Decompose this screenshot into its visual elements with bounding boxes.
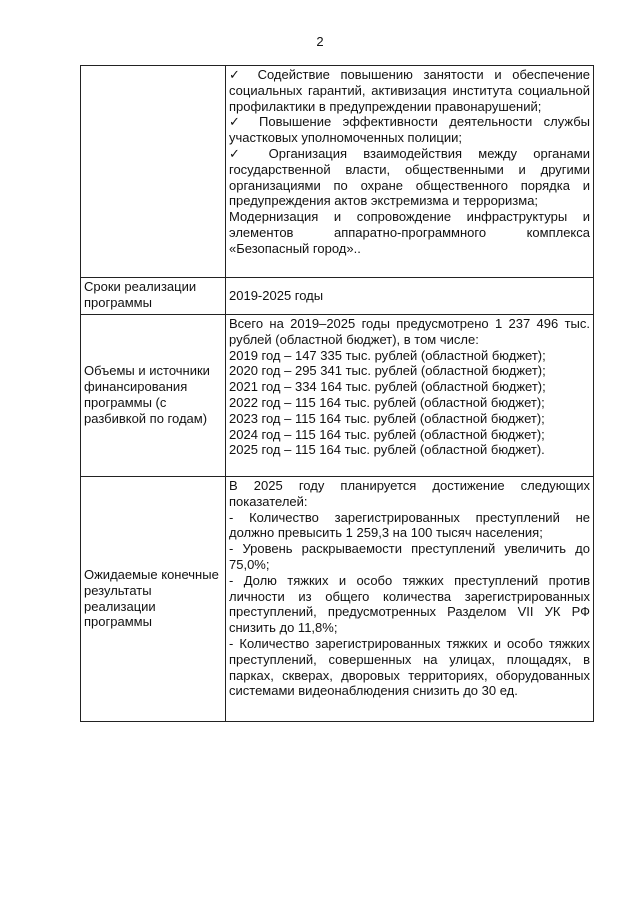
funding-year: 2025 год – 115 164 тыс. рублей (областной бюджет). [229, 442, 545, 458]
terms-label: Сроки реализации программы [81, 278, 226, 315]
funding-year: 2020 год – 295 341 тыс. рублей (областной бюджет); [229, 363, 546, 379]
terms-value: 2019-2025 годы [226, 278, 594, 315]
funding-label: Объемы и источники финансирования программы (с разбивкой по годам) [81, 315, 226, 477]
page-number: 2 [316, 34, 324, 49]
task-item: ✓ Повышение эффективности деятельности службы участковых уполномоченных полиции; [229, 114, 590, 146]
funding-year: 2023 год – 115 164 тыс. рублей (областной бюджет); [229, 410, 545, 426]
result-item: - Уровень раскрываемости преступлений увеличить до 75,0%; [229, 541, 590, 572]
tasks-cell [226, 66, 594, 278]
tasks-label [81, 66, 226, 278]
table-row-tasks [81, 66, 594, 278]
result-item: - Долю тяжких и особо тяжких преступлений против личности из общего количества зарегистрированных преступлений, предусмотренных Разделом VII УК РФ снизить до 11,8%; [229, 572, 590, 636]
task-item: ✓ Организация взаимодействия между органами государственной власти, общественными и другими организациями по охране общественного порядка и предупреждения актов экстремизма и терроризма; [229, 145, 590, 209]
task-item: ✓ Содействие повышению занятости и обеспечение социальных гарантий, активизация института социальной профилактики в предупреждении правонарушений; [229, 67, 590, 114]
funding-cell [226, 315, 594, 477]
table-row-funding [81, 315, 594, 477]
table-row-results [81, 477, 594, 722]
results-label: Ожидаемые конечные результаты реализации программы [81, 477, 226, 722]
funding-year: 2024 год – 115 164 тыс. рублей (областной бюджет); [229, 426, 545, 442]
task-item: Модернизация и сопровождение инфраструктуры и элементов аппаратно-программного комплекса «Безопасный город».. [229, 209, 590, 256]
funding-year: 2021 год – 334 164 тыс. рублей (областной бюджет); [229, 379, 546, 395]
result-item: - Количество зарегистрированных тяжких и особо тяжких преступлений, совершенных на улицах, площадях, в парках, скверах, дворовых территориях, оборудованных системами видеонаблюдения снизить до 30 ед. [229, 635, 590, 699]
results-cell [226, 477, 594, 722]
table-row-terms [81, 278, 594, 315]
funding-intro: Всего на 2019–2025 годы предусмотрено 1 237 496 тыс. рублей (областной бюджет), в том числе: [229, 316, 590, 347]
funding-year: 2019 год – 147 335 тыс. рублей (областной бюджет); [229, 347, 546, 363]
program-passport-table [80, 65, 594, 722]
funding-year: 2022 год – 115 164 тыс. рублей (областной бюджет); [229, 394, 545, 410]
result-item: - Количество зарегистрированных преступлений не должно превысить 1 259,3 на 100 тысяч населения; [229, 509, 590, 541]
result-item: В 2025 году планируется достижение следующих показателей: [229, 478, 590, 509]
